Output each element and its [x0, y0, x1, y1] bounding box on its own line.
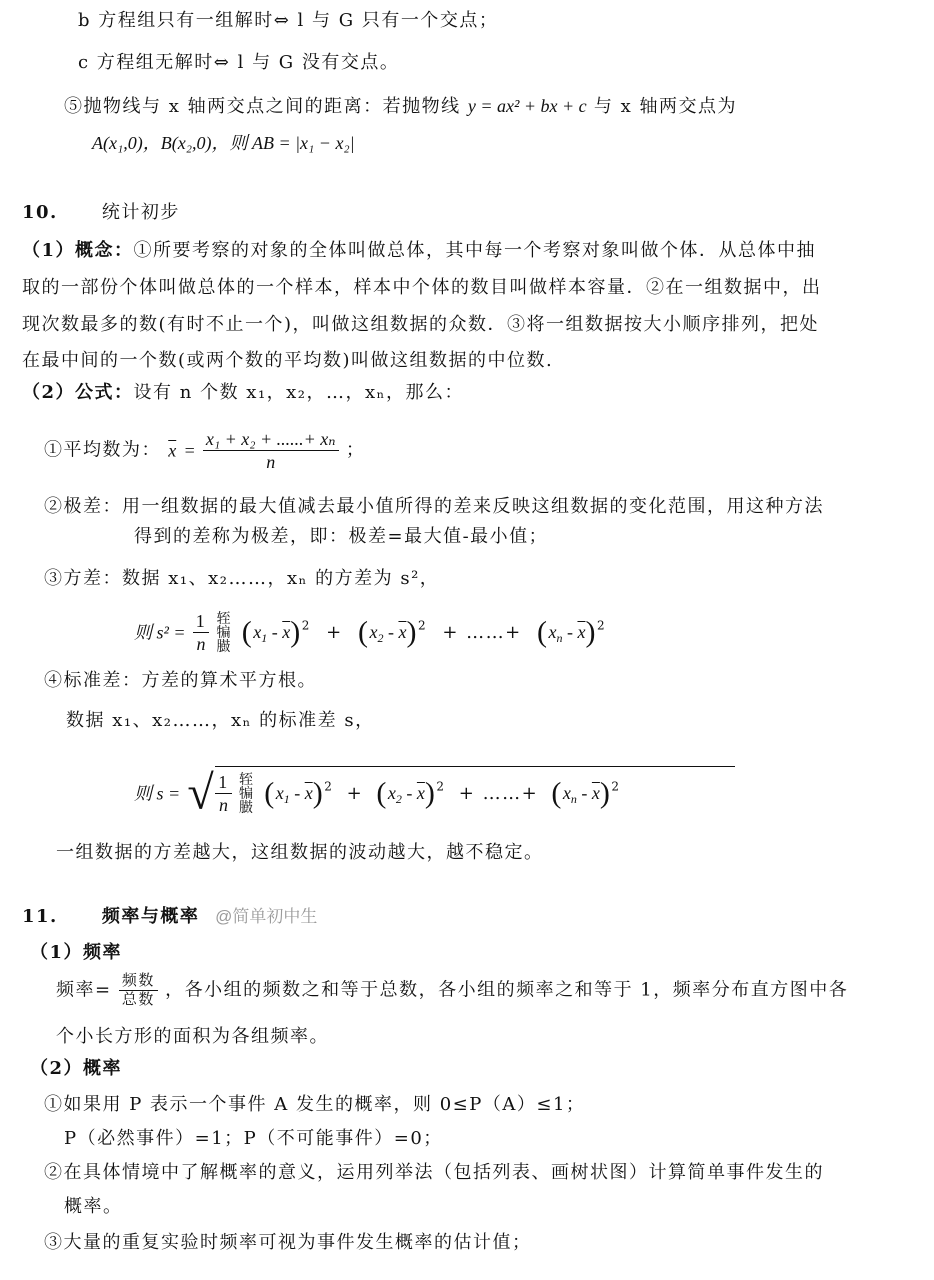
formula-intro: （2）公式：设有 n 个数 x₁，x₂，…，xₙ，那么：	[22, 382, 464, 403]
variance-formula: 则 s² = $\frac{1}{n}$ 轾 犏 臌 $(x_1 - \overline{x})^2 + (x_2 - \overline{x})^2$ + ……+ $(x_n - \overline{x})^2$	[134, 610, 607, 655]
std-formula: 则 s = √ $\frac{1}{n}$ 轾 犏 臌 $(x_1 - \overline{x})^2 + (x_2 - \overline{x})^2$ + ……+ $(x_n - \overline{x})^2$	[134, 766, 735, 826]
concept-line-4: 在最中间的一个数(或两个数的平均数)叫做这组数据的中位数.	[22, 350, 554, 371]
probability-item-1b: P（必然事件）=1；P（不可能事件）=0；	[64, 1128, 443, 1149]
concept-line-1: （1）概念：①所要考察的对象的全体叫做总体，其中每一个考察对象叫做个体．从总体中抽	[22, 240, 817, 261]
concept-line-2: 取的一部份个体叫做总体的一个样本，样本中个体的数目叫做样本容量．②在一组数据中，出	[22, 277, 822, 298]
probability-subheading: （2）概率	[30, 1058, 123, 1079]
frequency-definition: 频率= $\frac{\text{频数}}{\text{总数}}$ ，各小组的频数之和等于总数，各小组的频率之和等于 1，频率分布直方图中各	[56, 973, 849, 1008]
frequency-line-2: 个小长方形的面积为各组频率。	[56, 1026, 329, 1047]
probability-item-2b: 概率。	[64, 1196, 123, 1217]
probability-item-1: ①如果用 P 表示一个事件 A 发生的概率，则 0≤P（A）≤1；	[44, 1094, 586, 1115]
section-11-heading: 11. 频率与概率 @简单初中生	[22, 906, 318, 927]
section-10-heading: 10. 统计初步	[22, 202, 180, 223]
range-line-2: 得到的差称为极差，即：极差=最大值-最小值；	[134, 526, 549, 547]
frequency-subheading: （1）频率	[30, 942, 123, 963]
distance-formula: A(x₁,0)，B(x₂,0)，则 AB = |x₁ − x₂|	[92, 133, 355, 153]
mean-formula: ①平均数为： $\overline{x}$ = $\frac{\text{x₁ + x₂ + ......+ xₙ}}{n}$ ；	[44, 429, 366, 472]
variance-conclusion: 一组数据的方差越大，这组数据的波动越大，越不稳定。	[56, 842, 544, 863]
concept-line-3: 现次数最多的数(有时不止一个)，叫做这组数据的众数．③将一组数据按大小顺序排列，把处	[22, 314, 820, 335]
condition-b-line: b 方程组只有一组解时⇔ l 与 G 只有一个交点；	[78, 10, 499, 31]
frequency-fraction: $\frac{\text{频数}}{\text{总数}}$	[119, 972, 158, 1009]
probability-item-3: ③大量的重复实验时频率可视为事件发生概率的估计值；	[44, 1232, 532, 1253]
std-label-line: ④标准差：方差的算术平方根。	[44, 670, 317, 691]
range-line-1: ②极差：用一组数据的最大值减去最小值所得的差来反映这组数据的变化范围，用这种方法	[44, 496, 824, 517]
probability-item-2: ②在具体情境中了解概率的意义，运用列举法（包括列表、画树状图）计算简单事件发生的	[44, 1162, 824, 1183]
variance-line: ③方差：数据 x₁、x₂……，xₙ 的方差为 s²，	[44, 568, 440, 589]
std-data-line: 数据 x₁、x₂……，xₙ 的标准差 s，	[66, 710, 375, 731]
condition-c-line: c 方程组无解时⇔ l 与 G 没有交点。	[78, 52, 400, 73]
distance-item: ⑤抛物线与 x 轴两交点之间的距离：若抛物线 y = ax² + bx + c 与 x 轴两交点为	[64, 96, 737, 117]
watermark: @简单初中生	[215, 907, 318, 926]
mean-fraction: $\frac{\text{x₁ + x₂ + ......+ xₙ}}{n}$	[203, 428, 339, 473]
